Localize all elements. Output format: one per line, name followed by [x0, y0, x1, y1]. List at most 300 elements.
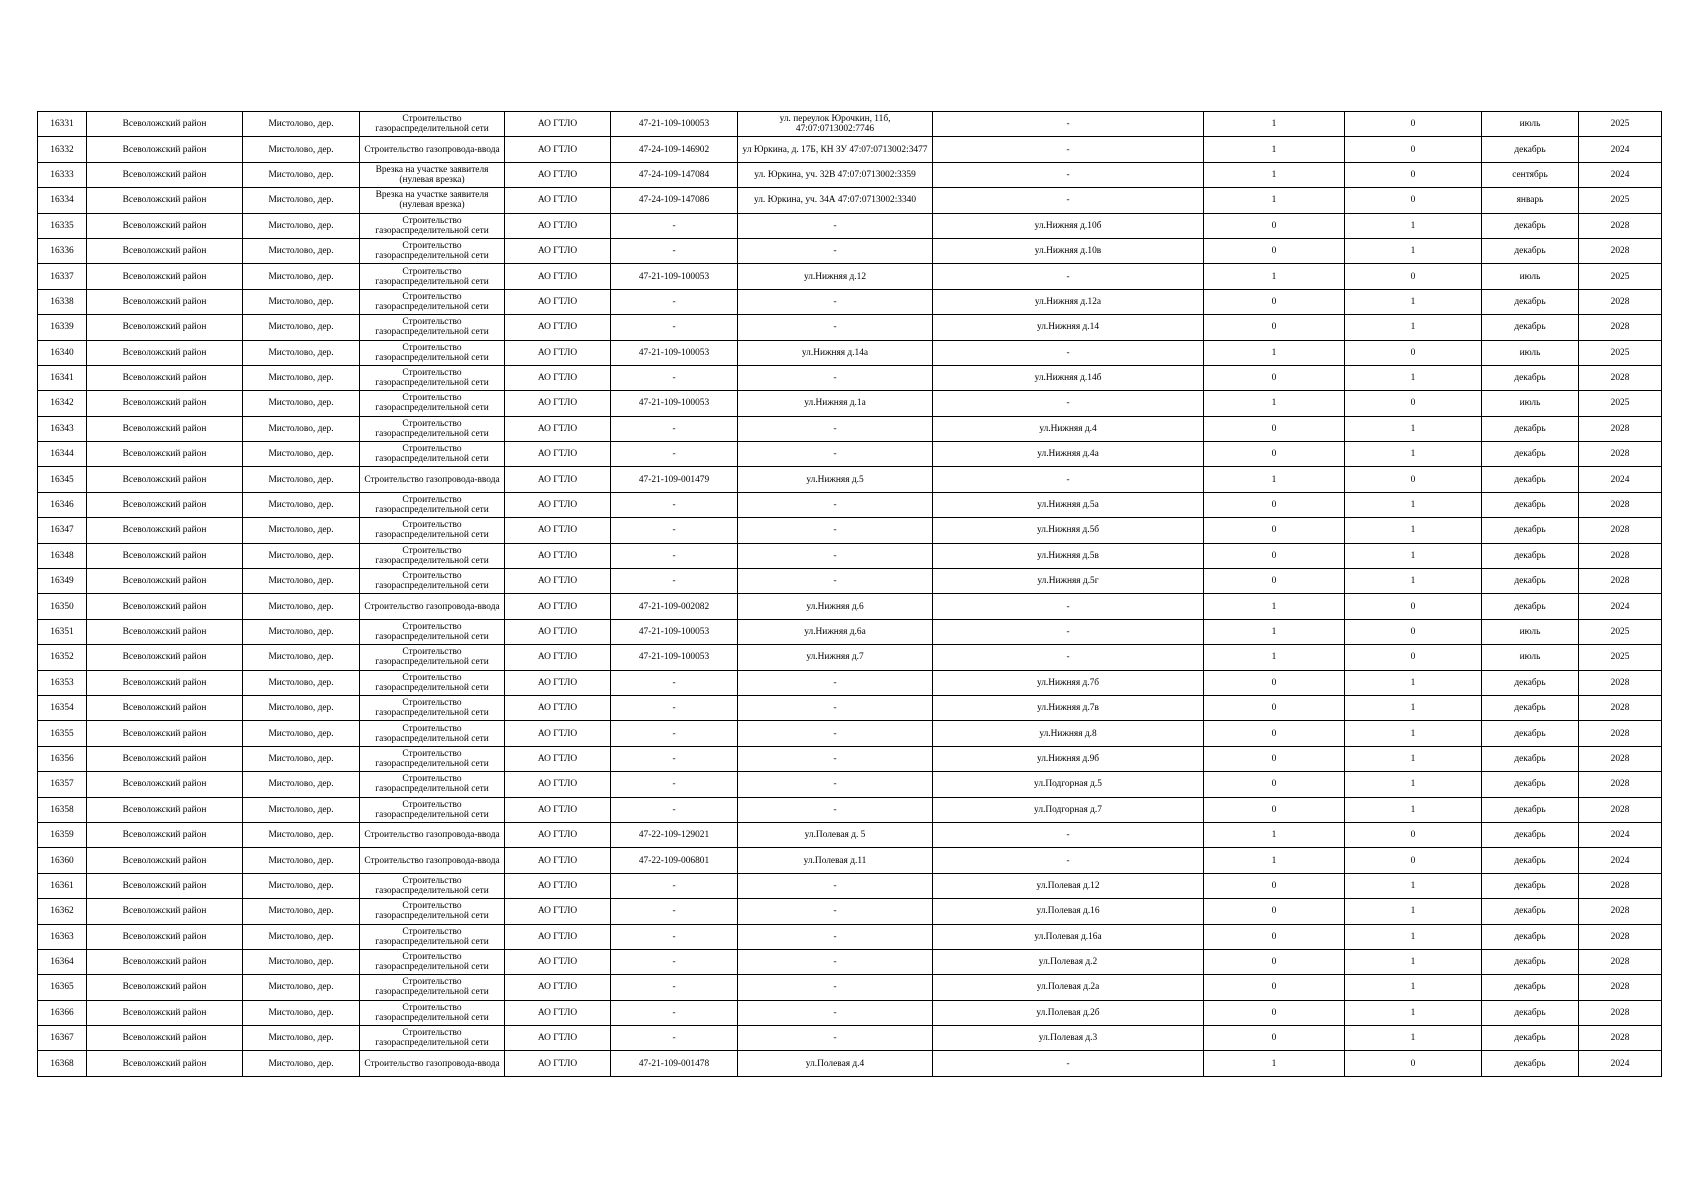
planned-address-cell: ул.Нижняя д.10б	[933, 213, 1204, 238]
organization-cell: АО ГТЛО	[505, 289, 611, 314]
count-planned-cell: 0	[1345, 822, 1482, 847]
permit-number-cell: -	[611, 695, 738, 720]
locality-cell: Мистолово, дер.	[243, 695, 360, 720]
month-cell: декабрь	[1482, 365, 1579, 390]
count-planned-cell: 0	[1345, 188, 1482, 213]
year-cell: 2028	[1579, 924, 1662, 949]
count-planned-cell: 1	[1345, 1000, 1482, 1025]
district-cell: Всеволожский район	[87, 365, 243, 390]
year-cell: 2028	[1579, 721, 1662, 746]
count-planned-cell: 0	[1345, 162, 1482, 187]
row-number-cell: 16344	[38, 442, 87, 467]
year-cell: 2025	[1579, 112, 1662, 137]
work-type-cell: Строительство газораспределительной сети	[360, 492, 505, 517]
locality-cell: Мистолово, дер.	[243, 340, 360, 365]
locality-cell: Мистолово, дер.	[243, 975, 360, 1000]
organization-cell: АО ГТЛО	[505, 264, 611, 289]
table-row	[38, 543, 1662, 568]
month-cell: декабрь	[1482, 848, 1579, 873]
planned-address-cell: -	[933, 822, 1204, 847]
count-connected-cell: 0	[1204, 899, 1345, 924]
organization-cell: АО ГТЛО	[505, 1026, 611, 1051]
count-planned-cell: 0	[1345, 645, 1482, 670]
year-cell: 2028	[1579, 949, 1662, 974]
year-cell: 2028	[1579, 492, 1662, 517]
address-cadastral-cell: -	[738, 746, 933, 771]
organization-cell: АО ГТЛО	[505, 340, 611, 365]
permit-number-cell: -	[611, 518, 738, 543]
count-connected-cell: 1	[1204, 1051, 1345, 1076]
work-type-cell: Строительство газопровода-ввода	[360, 822, 505, 847]
table-row	[38, 365, 1662, 390]
organization-cell: АО ГТЛО	[505, 238, 611, 263]
month-cell: декабрь	[1482, 543, 1579, 568]
month-cell: декабрь	[1482, 772, 1579, 797]
organization-cell: АО ГТЛО	[505, 619, 611, 644]
year-cell: 2028	[1579, 695, 1662, 720]
locality-cell: Мистолово, дер.	[243, 721, 360, 746]
count-planned-cell: 1	[1345, 238, 1482, 263]
permit-number-cell: -	[611, 924, 738, 949]
count-planned-cell: 0	[1345, 594, 1482, 619]
district-cell: Всеволожский район	[87, 924, 243, 949]
table-row	[38, 569, 1662, 594]
count-planned-cell: 1	[1345, 772, 1482, 797]
month-cell: декабрь	[1482, 746, 1579, 771]
planned-address-cell: ул.Подгорная д.5	[933, 772, 1204, 797]
work-type-cell: Строительство газораспределительной сети	[360, 543, 505, 568]
table-row	[38, 340, 1662, 365]
work-type-cell: Строительство газораспределительной сети	[360, 391, 505, 416]
work-type-cell: Строительство газораспределительной сети	[360, 746, 505, 771]
organization-cell: АО ГТЛО	[505, 518, 611, 543]
permit-number-cell: 47-21-109-100053	[611, 112, 738, 137]
work-type-cell: Строительство газораспределительной сети	[360, 340, 505, 365]
organization-cell: АО ГТЛО	[505, 772, 611, 797]
organization-cell: АО ГТЛО	[505, 924, 611, 949]
table-row	[38, 645, 1662, 670]
locality-cell: Мистолово, дер.	[243, 924, 360, 949]
work-type-cell: Строительство газораспределительной сети	[360, 315, 505, 340]
year-cell: 2028	[1579, 543, 1662, 568]
work-type-cell: Строительство газораспределительной сети	[360, 238, 505, 263]
year-cell: 2025	[1579, 645, 1662, 670]
permit-number-cell: -	[611, 873, 738, 898]
permit-number-cell: -	[611, 315, 738, 340]
count-planned-cell: 0	[1345, 619, 1482, 644]
locality-cell: Мистолово, дер.	[243, 822, 360, 847]
address-cadastral-cell: -	[738, 416, 933, 441]
permit-number-cell: -	[611, 213, 738, 238]
year-cell: 2024	[1579, 137, 1662, 162]
district-cell: Всеволожский район	[87, 213, 243, 238]
row-number-cell: 16341	[38, 365, 87, 390]
count-connected-cell: 1	[1204, 594, 1345, 619]
month-cell: декабрь	[1482, 416, 1579, 441]
permit-number-cell: -	[611, 949, 738, 974]
locality-cell: Мистолово, дер.	[243, 492, 360, 517]
table-row	[38, 137, 1662, 162]
count-connected-cell: 0	[1204, 975, 1345, 1000]
table-row	[38, 873, 1662, 898]
permit-number-cell: -	[611, 365, 738, 390]
month-cell: декабрь	[1482, 949, 1579, 974]
planned-address-cell: -	[933, 1051, 1204, 1076]
address-cadastral-cell: -	[738, 289, 933, 314]
count-connected-cell: 1	[1204, 619, 1345, 644]
count-planned-cell: 1	[1345, 949, 1482, 974]
year-cell: 2028	[1579, 416, 1662, 441]
address-cadastral-cell: ул.Полевая д. 5	[738, 822, 933, 847]
planned-address-cell: -	[933, 162, 1204, 187]
row-number-cell: 16353	[38, 670, 87, 695]
year-cell: 2028	[1579, 746, 1662, 771]
planned-address-cell: ул.Полевая д.16	[933, 899, 1204, 924]
year-cell: 2028	[1579, 365, 1662, 390]
planned-address-cell: -	[933, 619, 1204, 644]
count-planned-cell: 0	[1345, 137, 1482, 162]
table-row	[38, 315, 1662, 340]
year-cell: 2028	[1579, 213, 1662, 238]
count-connected-cell: 1	[1204, 822, 1345, 847]
organization-cell: АО ГТЛО	[505, 899, 611, 924]
district-cell: Всеволожский район	[87, 594, 243, 619]
address-cadastral-cell: ул. Юркина, уч. 34А 47:07:0713002:3340	[738, 188, 933, 213]
row-number-cell: 16357	[38, 772, 87, 797]
district-cell: Всеволожский район	[87, 975, 243, 1000]
month-cell: декабрь	[1482, 1026, 1579, 1051]
table-row	[38, 492, 1662, 517]
locality-cell: Мистолово, дер.	[243, 112, 360, 137]
work-type-cell: Строительство газораспределительной сети	[360, 924, 505, 949]
organization-cell: АО ГТЛО	[505, 822, 611, 847]
address-cadastral-cell: ул. переулок Юрочкин, 11б, 47:07:0713002:7746	[738, 112, 933, 137]
count-connected-cell: 0	[1204, 365, 1345, 390]
permit-number-cell: 47-21-109-001478	[611, 1051, 738, 1076]
count-planned-cell: 0	[1345, 112, 1482, 137]
district-cell: Всеволожский район	[87, 949, 243, 974]
row-number-cell: 16347	[38, 518, 87, 543]
district-cell: Всеволожский район	[87, 492, 243, 517]
locality-cell: Мистолово, дер.	[243, 949, 360, 974]
district-cell: Всеволожский район	[87, 391, 243, 416]
month-cell: декабрь	[1482, 518, 1579, 543]
count-planned-cell: 1	[1345, 518, 1482, 543]
month-cell: декабрь	[1482, 238, 1579, 263]
work-type-cell: Строительство газораспределительной сети	[360, 899, 505, 924]
planned-address-cell: -	[933, 391, 1204, 416]
district-cell: Всеволожский район	[87, 1026, 243, 1051]
planned-address-cell: ул.Полевая д.16а	[933, 924, 1204, 949]
year-cell: 2024	[1579, 1051, 1662, 1076]
locality-cell: Мистолово, дер.	[243, 645, 360, 670]
count-connected-cell: 1	[1204, 112, 1345, 137]
year-cell: 2028	[1579, 569, 1662, 594]
organization-cell: АО ГТЛО	[505, 365, 611, 390]
permit-number-cell: -	[611, 238, 738, 263]
year-cell: 2024	[1579, 848, 1662, 873]
table-row	[38, 594, 1662, 619]
locality-cell: Мистолово, дер.	[243, 467, 360, 492]
locality-cell: Мистолово, дер.	[243, 289, 360, 314]
permit-number-cell: -	[611, 569, 738, 594]
address-cadastral-cell: -	[738, 924, 933, 949]
table-row	[38, 899, 1662, 924]
table-row	[38, 695, 1662, 720]
locality-cell: Мистолово, дер.	[243, 569, 360, 594]
table-row	[38, 289, 1662, 314]
year-cell: 2025	[1579, 340, 1662, 365]
permit-number-cell: 47-21-109-100053	[611, 391, 738, 416]
table-row	[38, 1026, 1662, 1051]
organization-cell: АО ГТЛО	[505, 543, 611, 568]
count-connected-cell: 1	[1204, 264, 1345, 289]
count-planned-cell: 1	[1345, 492, 1482, 517]
table-row	[38, 746, 1662, 771]
table-row	[38, 264, 1662, 289]
work-type-cell: Строительство газораспределительной сети	[360, 873, 505, 898]
district-cell: Всеволожский район	[87, 289, 243, 314]
count-planned-cell: 1	[1345, 746, 1482, 771]
month-cell: декабрь	[1482, 289, 1579, 314]
permit-number-cell: -	[611, 670, 738, 695]
permit-number-cell: 47-22-109-129021	[611, 822, 738, 847]
permit-number-cell: 47-21-109-002082	[611, 594, 738, 619]
district-cell: Всеволожский район	[87, 1051, 243, 1076]
permit-number-cell: -	[611, 416, 738, 441]
locality-cell: Мистолово, дер.	[243, 619, 360, 644]
address-cadastral-cell: -	[738, 721, 933, 746]
month-cell: декабрь	[1482, 442, 1579, 467]
table-row	[38, 416, 1662, 441]
address-cadastral-cell: -	[738, 772, 933, 797]
month-cell: декабрь	[1482, 315, 1579, 340]
year-cell: 2024	[1579, 162, 1662, 187]
planned-address-cell: -	[933, 467, 1204, 492]
locality-cell: Мистолово, дер.	[243, 848, 360, 873]
work-type-cell: Строительство газораспределительной сети	[360, 112, 505, 137]
year-cell: 2024	[1579, 822, 1662, 847]
address-cadastral-cell: -	[738, 569, 933, 594]
organization-cell: АО ГТЛО	[505, 949, 611, 974]
count-planned-cell: 1	[1345, 1026, 1482, 1051]
district-cell: Всеволожский район	[87, 1000, 243, 1025]
planned-address-cell: ул.Нижняя д.5а	[933, 492, 1204, 517]
count-connected-cell: 0	[1204, 670, 1345, 695]
work-type-cell: Строительство газораспределительной сети	[360, 569, 505, 594]
table-row	[38, 442, 1662, 467]
district-cell: Всеволожский район	[87, 670, 243, 695]
address-cadastral-cell: ул.Нижняя д.6а	[738, 619, 933, 644]
month-cell: декабрь	[1482, 670, 1579, 695]
month-cell: январь	[1482, 188, 1579, 213]
month-cell: июль	[1482, 112, 1579, 137]
locality-cell: Мистолово, дер.	[243, 746, 360, 771]
table-row	[38, 670, 1662, 695]
permit-number-cell: -	[611, 721, 738, 746]
count-connected-cell: 0	[1204, 518, 1345, 543]
row-number-cell: 16355	[38, 721, 87, 746]
work-type-cell: Строительство газораспределительной сети	[360, 1026, 505, 1051]
permit-number-cell: -	[611, 797, 738, 822]
address-cadastral-cell: -	[738, 213, 933, 238]
table-row	[38, 112, 1662, 137]
locality-cell: Мистолово, дер.	[243, 1026, 360, 1051]
planned-address-cell: -	[933, 264, 1204, 289]
planned-address-cell: ул.Нижняя д.7б	[933, 670, 1204, 695]
count-connected-cell: 0	[1204, 949, 1345, 974]
year-cell: 2024	[1579, 594, 1662, 619]
district-cell: Всеволожский район	[87, 340, 243, 365]
address-cadastral-cell: -	[738, 695, 933, 720]
row-number-cell: 16336	[38, 238, 87, 263]
count-planned-cell: 1	[1345, 365, 1482, 390]
address-cadastral-cell: ул.Нижняя д.6	[738, 594, 933, 619]
year-cell: 2024	[1579, 467, 1662, 492]
count-connected-cell: 1	[1204, 137, 1345, 162]
district-cell: Всеволожский район	[87, 416, 243, 441]
district-cell: Всеволожский район	[87, 518, 243, 543]
locality-cell: Мистолово, дер.	[243, 213, 360, 238]
count-planned-cell: 1	[1345, 442, 1482, 467]
work-type-cell: Строительство газопровода-ввода	[360, 137, 505, 162]
year-cell: 2025	[1579, 264, 1662, 289]
count-planned-cell: 0	[1345, 264, 1482, 289]
table-row	[38, 924, 1662, 949]
permit-number-cell: -	[611, 442, 738, 467]
count-planned-cell: 0	[1345, 848, 1482, 873]
table-row	[38, 1051, 1662, 1076]
year-cell: 2028	[1579, 289, 1662, 314]
work-type-cell: Строительство газораспределительной сети	[360, 416, 505, 441]
count-connected-cell: 0	[1204, 797, 1345, 822]
count-connected-cell: 0	[1204, 772, 1345, 797]
planned-address-cell: ул.Нижняя д.10в	[933, 238, 1204, 263]
address-cadastral-cell: -	[738, 518, 933, 543]
count-connected-cell: 0	[1204, 442, 1345, 467]
organization-cell: АО ГТЛО	[505, 797, 611, 822]
planned-address-cell: ул.Полевая д.12	[933, 873, 1204, 898]
organization-cell: АО ГТЛО	[505, 467, 611, 492]
address-cadastral-cell: ул.Полевая д.4	[738, 1051, 933, 1076]
district-cell: Всеволожский район	[87, 695, 243, 720]
table-row	[38, 797, 1662, 822]
table-row	[38, 619, 1662, 644]
year-cell: 2028	[1579, 899, 1662, 924]
row-number-cell: 16337	[38, 264, 87, 289]
work-type-cell: Строительство газораспределительной сети	[360, 213, 505, 238]
count-planned-cell: 1	[1345, 924, 1482, 949]
locality-cell: Мистолово, дер.	[243, 1000, 360, 1025]
locality-cell: Мистолово, дер.	[243, 137, 360, 162]
district-cell: Всеволожский район	[87, 543, 243, 568]
district-cell: Всеволожский район	[87, 822, 243, 847]
table-row	[38, 975, 1662, 1000]
locality-cell: Мистолово, дер.	[243, 238, 360, 263]
planned-address-cell: ул.Нижняя д.5б	[933, 518, 1204, 543]
organization-cell: АО ГТЛО	[505, 416, 611, 441]
row-number-cell: 16339	[38, 315, 87, 340]
organization-cell: АО ГТЛО	[505, 1000, 611, 1025]
address-cadastral-cell: -	[738, 365, 933, 390]
locality-cell: Мистолово, дер.	[243, 442, 360, 467]
month-cell: июль	[1482, 340, 1579, 365]
row-number-cell: 16340	[38, 340, 87, 365]
year-cell: 2028	[1579, 873, 1662, 898]
table-row	[38, 848, 1662, 873]
count-planned-cell: 0	[1345, 1051, 1482, 1076]
count-connected-cell: 0	[1204, 543, 1345, 568]
permit-number-cell: 47-21-109-100053	[611, 340, 738, 365]
permit-number-cell: 47-24-109-146902	[611, 137, 738, 162]
table-body	[38, 112, 1662, 1077]
planned-address-cell: ул.Нижняя д.8	[933, 721, 1204, 746]
locality-cell: Мистолово, дер.	[243, 772, 360, 797]
locality-cell: Мистолово, дер.	[243, 391, 360, 416]
row-number-cell: 16349	[38, 569, 87, 594]
address-cadastral-cell: -	[738, 873, 933, 898]
count-connected-cell: 1	[1204, 391, 1345, 416]
locality-cell: Мистолово, дер.	[243, 543, 360, 568]
month-cell: декабрь	[1482, 467, 1579, 492]
table-row	[38, 238, 1662, 263]
month-cell: декабрь	[1482, 797, 1579, 822]
table-row	[38, 949, 1662, 974]
table-row	[38, 188, 1662, 213]
count-connected-cell: 0	[1204, 1000, 1345, 1025]
locality-cell: Мистолово, дер.	[243, 797, 360, 822]
work-type-cell: Строительство газораспределительной сети	[360, 949, 505, 974]
count-connected-cell: 0	[1204, 1026, 1345, 1051]
address-cadastral-cell: -	[738, 899, 933, 924]
address-cadastral-cell: -	[738, 797, 933, 822]
work-type-cell: Строительство газораспределительной сети	[360, 619, 505, 644]
row-number-cell: 16333	[38, 162, 87, 187]
organization-cell: АО ГТЛО	[505, 137, 611, 162]
year-cell: 2028	[1579, 1000, 1662, 1025]
locality-cell: Мистолово, дер.	[243, 315, 360, 340]
organization-cell: АО ГТЛО	[505, 162, 611, 187]
planned-address-cell: ул.Нижняя д.7в	[933, 695, 1204, 720]
address-cadastral-cell: ул Юркина, д. 17Б, КН ЗУ 47:07:0713002:3477	[738, 137, 933, 162]
row-number-cell: 16348	[38, 543, 87, 568]
permit-number-cell: -	[611, 543, 738, 568]
row-number-cell: 16350	[38, 594, 87, 619]
planned-address-cell: ул.Полевая д.2б	[933, 1000, 1204, 1025]
address-cadastral-cell: -	[738, 670, 933, 695]
count-connected-cell: 0	[1204, 238, 1345, 263]
organization-cell: АО ГТЛО	[505, 492, 611, 517]
year-cell: 2028	[1579, 238, 1662, 263]
work-type-cell: Строительство газораспределительной сети	[360, 695, 505, 720]
district-cell: Всеволожский район	[87, 619, 243, 644]
month-cell: декабрь	[1482, 594, 1579, 619]
district-cell: Всеволожский район	[87, 112, 243, 137]
permit-number-cell: -	[611, 289, 738, 314]
organization-cell: АО ГТЛО	[505, 721, 611, 746]
count-planned-cell: 0	[1345, 340, 1482, 365]
year-cell: 2028	[1579, 670, 1662, 695]
district-cell: Всеволожский район	[87, 137, 243, 162]
month-cell: декабрь	[1482, 1000, 1579, 1025]
organization-cell: АО ГТЛО	[505, 975, 611, 1000]
planned-address-cell: ул.Нижняя д.14б	[933, 365, 1204, 390]
address-cadastral-cell: ул.Нижняя д.5	[738, 467, 933, 492]
count-connected-cell: 0	[1204, 569, 1345, 594]
locality-cell: Мистолово, дер.	[243, 365, 360, 390]
planned-address-cell: ул.Нижняя д.4	[933, 416, 1204, 441]
row-number-cell: 16343	[38, 416, 87, 441]
